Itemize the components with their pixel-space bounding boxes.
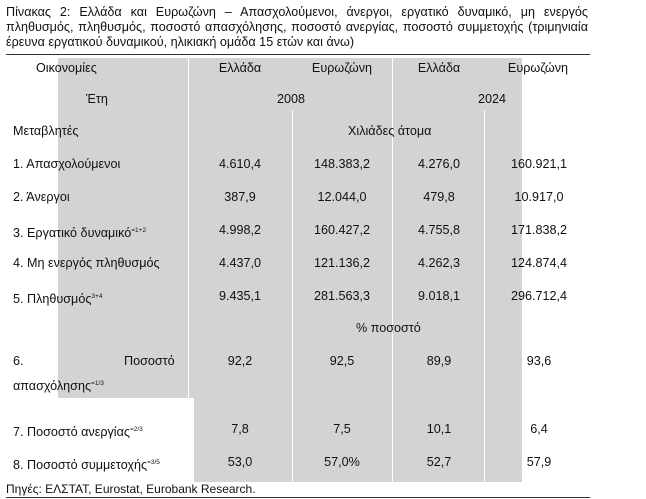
header-year-2008: 2008: [276, 92, 306, 106]
formula-note: =1+2: [131, 227, 147, 234]
header-units-thousands: Χιλιάδες άτομα: [348, 124, 432, 138]
formula-note: 3+4: [91, 293, 103, 300]
header-greece-2024: Ελλάδα: [417, 61, 461, 75]
row-label-word: Ποσοστό: [124, 354, 175, 368]
cell-greece-2024: 4.276,0: [417, 157, 461, 171]
column-divider: [292, 110, 293, 482]
cell-greece-2008: 4.437,0: [218, 256, 262, 270]
cell-greece-2024: 4.262,3: [417, 256, 461, 270]
cell-greece-2008: 53,0: [227, 455, 253, 469]
cell-greece-2008: 4.998,2: [218, 223, 262, 237]
cell-greece-2008: 92,2: [227, 354, 253, 368]
header-eurozone-2024: Ευρωζώνη: [507, 61, 569, 75]
column-divider: [392, 56, 393, 482]
row-label: 5. Πληθυσμός$^{3+4}$: [13, 292, 103, 306]
cell-eurozone-2024: 124.874,4: [510, 256, 568, 270]
row-label-cont: απασχόλησης$^{=1/3}$: [13, 379, 104, 393]
cell-eurozone-2024: 160.921,1: [510, 157, 568, 171]
header-variables: Μεταβλητές: [13, 124, 79, 138]
cell-greece-2024: 4.755,8: [417, 223, 461, 237]
cell-greece-2008: 9.435,1: [218, 289, 262, 303]
row-label: 3. Εργατικό δυναμικό$^{=1+2}$: [13, 226, 147, 240]
cell-eurozone-2024: 6,4: [530, 422, 548, 436]
cell-eurozone-2008: 57,0%: [324, 455, 360, 469]
header-greece-2008: Ελλάδα: [218, 61, 262, 75]
formula-note: =1/3: [91, 380, 104, 387]
header-eurozone-2008: Ευρωζώνη: [311, 61, 373, 75]
cell-eurozone-2008: 121.136,2: [313, 256, 371, 270]
row-label: 7. Ποσοστό ανεργίας$^{=2/3}$: [13, 425, 143, 439]
cell-greece-2024: 9.018,1: [417, 289, 461, 303]
cell-eurozone-2024: 296.712,4: [510, 289, 568, 303]
cell-greece-2024: 479,8: [423, 190, 455, 204]
cell-eurozone-2024: 10.917,0: [514, 190, 564, 204]
header-units-percent: % ποσοστό: [356, 321, 421, 335]
row-label-number: 6.: [13, 354, 24, 368]
header-years: Έτη: [86, 92, 108, 106]
row-label: 2. Άνεργοι: [13, 190, 70, 204]
column-divider: [484, 110, 485, 482]
cell-greece-2008: 387,9: [224, 190, 256, 204]
source-underline: [6, 497, 590, 498]
header-year-2024: 2024: [477, 92, 507, 106]
table-title: Πίνακας 2: Ελλάδα και Ευρωζώνη – Απασχολούμενοι, άνεργοι, εργατικό δυναμικό, μη ενεργός πληθυσμός, πληθυσμός, ποσοστό απασχόλησης, ποσοστό ανεργίας, ποσοστό συμμετοχής (τριμηνιαία έρευνα εργατικού δυναμικού, ηλικιακή ομάδα 15 ετών και άνω): [6, 5, 588, 49]
row-label: 4. Μη ενεργός πληθυσμός: [13, 256, 160, 270]
column-divider: [188, 56, 189, 482]
cell-eurozone-2008: 12.044,0: [317, 190, 367, 204]
source-note: Πηγές: ΕΛΣΤΑΤ, Eurostat, Eurobank Research.: [6, 482, 256, 496]
cell-eurozone-2024: 57,9: [526, 455, 552, 469]
formula-note: =2/3: [129, 426, 143, 433]
cell-greece-2024: 52,7: [426, 455, 452, 469]
cell-eurozone-2008: 7,5: [333, 422, 351, 436]
header-economies: Οικονομίες: [36, 61, 97, 75]
cell-eurozone-2024: 171.838,2: [510, 223, 568, 237]
cell-greece-2008: 4.610,4: [218, 157, 262, 171]
title-underline: [6, 54, 590, 55]
cell-greece-2024: 10,1: [426, 422, 452, 436]
cell-eurozone-2008: 281.563,3: [313, 289, 371, 303]
cell-eurozone-2008: 92,5: [329, 354, 355, 368]
cell-eurozone-2008: 148.383,2: [313, 157, 371, 171]
cell-eurozone-2024: 93,6: [526, 354, 552, 368]
row-label: 8. Ποσοστό συμμετοχής$^{=3/5}$: [13, 458, 160, 472]
cell-eurozone-2008: 160.427,2: [313, 223, 371, 237]
formula-note: =3/5: [147, 459, 160, 466]
cell-greece-2008: 7,8: [231, 422, 249, 436]
cell-greece-2024: 89,9: [426, 354, 452, 368]
row-label: 1. Απασχολούμενοι: [13, 157, 121, 171]
